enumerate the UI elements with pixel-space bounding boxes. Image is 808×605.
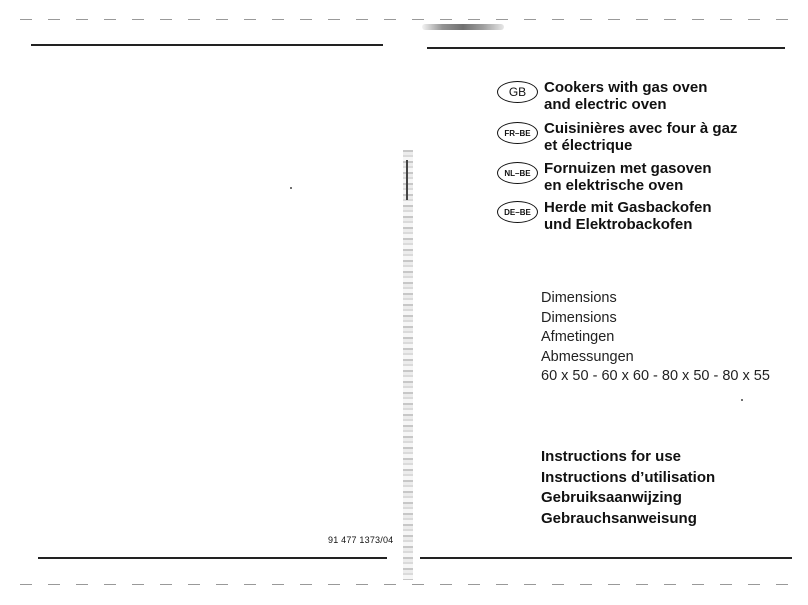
dimensions-label: Abmessungen [541, 348, 634, 365]
title-line: Cookers with gas oven [544, 79, 708, 96]
instructions-title: Instructions d’utilisation [541, 468, 716, 486]
instructions-block [541, 447, 715, 529]
lang-title [544, 199, 712, 233]
title-line: and electric oven [544, 96, 667, 113]
title-line: Cuisinières avec four à gaz [544, 120, 738, 137]
title-line: Fornuizen met gasoven [544, 160, 712, 177]
dimensions-sizes: 60 x 50 - 60 x 60 - 80 x 50 - 80 x 55 [541, 368, 770, 385]
binding-edge [406, 160, 408, 200]
dimensions-block [541, 289, 770, 387]
dimensions-label: Afmetingen [541, 329, 615, 346]
lang-title [544, 79, 707, 113]
dimensions-label: Dimensions [541, 290, 617, 306]
language-badge: DE–BE [497, 201, 538, 223]
left-top-rule [31, 44, 383, 46]
lang-title [544, 120, 737, 154]
speck [741, 399, 743, 401]
lang-row-nl-be [497, 160, 712, 194]
title-line: Herde mit Gasbackofen [544, 199, 712, 216]
lang-row-fr-be [497, 120, 737, 154]
instructions-title: Gebrauchsanweisung [541, 509, 697, 527]
title-line: en elektrische oven [544, 177, 684, 194]
lang-row-gb [497, 79, 707, 113]
instructions-title: Gebruiksaanwijzing [541, 489, 682, 506]
speck [290, 187, 292, 189]
right-top-rule [427, 47, 785, 49]
instructions-title: Instructions for use [541, 448, 682, 465]
lang-title [544, 160, 712, 194]
language-badge: NL–BE [497, 162, 538, 184]
language-badge: FR–BE [497, 122, 538, 144]
lang-row-de-be [497, 199, 712, 233]
page-binding [403, 150, 413, 580]
left-bottom-rule [38, 557, 387, 559]
right-bottom-rule [420, 557, 792, 559]
scan-edge-bottom [20, 584, 800, 585]
language-badge: GB [497, 81, 538, 103]
scan-smudge [422, 24, 504, 30]
title-line: et électrique [544, 137, 633, 154]
dimensions-label: Dimensions [541, 309, 617, 326]
scan-edge-top [20, 19, 790, 20]
document-number: 91 477 1373/04 [328, 535, 394, 545]
title-line: und Elektrobackofen [544, 216, 693, 233]
